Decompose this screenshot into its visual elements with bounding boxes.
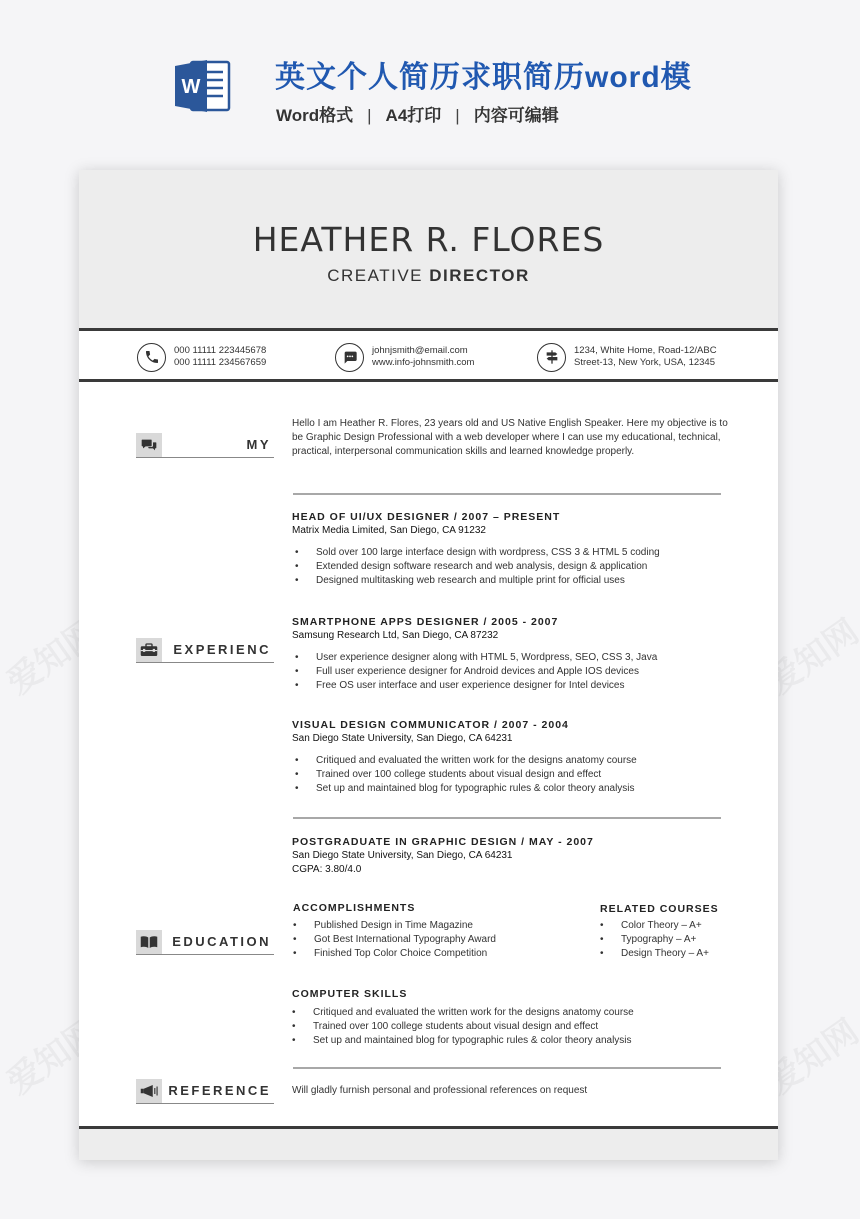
cgpa-line: CGPA: 3.80/4.0	[292, 864, 362, 875]
list-item: • Typography – A+	[597, 933, 709, 947]
list-item: • User experience designer along with HTML 5, Wordpress, SEO, CSS 3, Java	[292, 651, 657, 665]
list-item: • Full user experience designer for Android devices and Apple IOS devices	[292, 665, 657, 679]
section-title: REFERENCE	[168, 1083, 271, 1098]
email-line: johnjsmith@email.com	[372, 345, 468, 356]
objective-text: Hello I am Heather R. Flores, 23 years old and US Native English Speaker. Here my objective is to be Graphic Design Professional with a web developer where I can use my educational, technical, practical, interpersonal communication skills and learned knowledge properly.	[292, 418, 728, 457]
word-logo-icon	[173, 58, 231, 114]
job-company: Samsung Research Ltd, San Diego, CA 87232	[292, 630, 499, 641]
section-label-my	[136, 432, 274, 458]
list-item: • Critiqued and evaluated the written work for the designs anatomy course	[292, 754, 637, 768]
courses-title: RELATED COURSES	[600, 903, 719, 915]
section-title: MY	[246, 437, 271, 452]
website-line: www.info-johnsmith.com	[372, 357, 475, 368]
degree-title: POSTGRADUATE IN GRAPHIC DESIGN / MAY - 2007	[292, 836, 594, 848]
megaphone-icon	[136, 1079, 162, 1103]
section-title: EDUCATION	[172, 934, 271, 949]
resume-name: HEATHER R. FLORES	[252, 220, 605, 259]
job-company: San Diego State University, San Diego, CA 64231	[292, 733, 513, 744]
list-item: • Critiqued and evaluated the written work for the designs anatomy course	[289, 1006, 634, 1020]
job-bullets	[292, 546, 660, 588]
list-item: • Set up and maintained blog for typographic rules & color theory analysis	[289, 1034, 634, 1048]
list-item: • Free OS user interface and user experience designer for Intel devices	[292, 679, 657, 693]
resume-role	[79, 266, 778, 286]
banner-subtitle	[276, 101, 559, 126]
phone-line-2: 000 11111 234567659	[174, 357, 267, 368]
resume-header	[79, 170, 778, 328]
accomplishments-title: ACCOMPLISHMENTS	[293, 902, 416, 914]
book-icon	[136, 930, 162, 954]
list-item: • Color Theory – A+	[597, 919, 709, 933]
editable-label: 内容可编辑	[473, 106, 559, 125]
job-title: HEAD OF UI/UX DESIGNER / 2007 – PRESENT	[292, 511, 561, 523]
school-line: San Diego State University, San Diego, CA 64231	[292, 850, 513, 861]
list-item: • Designed multitasking web research and multiple print for official uses	[292, 574, 660, 588]
contact-email	[335, 342, 474, 372]
phone-icon	[137, 343, 166, 372]
divider	[293, 817, 721, 819]
address-line-1: 1234, White Home, Road-12/ABC	[574, 345, 717, 356]
resume-page	[79, 170, 778, 1160]
accomplishments-list	[290, 919, 496, 961]
divider	[293, 1067, 721, 1069]
skills-list	[289, 1006, 634, 1048]
job-title: SMARTPHONE APPS DESIGNER / 2005 - 2007	[292, 616, 559, 628]
separator: |	[455, 106, 460, 125]
contact-address	[537, 342, 717, 372]
skills-title: COMPUTER SKILLS	[292, 988, 408, 1000]
format-label: Word格式	[276, 106, 354, 125]
list-item: • Finished Top Color Choice Competition	[290, 947, 496, 961]
job-bullets	[292, 651, 657, 693]
phone-line-1: 000 11111 223445678	[174, 345, 267, 356]
contact-phone	[137, 342, 266, 372]
divider	[293, 493, 721, 495]
section-label-reference	[136, 1078, 274, 1104]
list-item: • Set up and maintained blog for typographic rules & color theory analysis	[292, 782, 637, 796]
banner-title: 英文个人简历求职简历word模	[275, 61, 692, 94]
job-company: Matrix Media Limited, San Diego, CA 91232	[292, 525, 486, 536]
list-item: • Trained over 100 college students about visual design and effect	[289, 1020, 634, 1034]
job-title: VISUAL DESIGN COMMUNICATOR / 2007 - 2004	[292, 719, 569, 731]
list-item: • Design Theory – A+	[597, 947, 709, 961]
role-light: CREATIVE	[327, 266, 424, 285]
address-line-2: Street-13, New York, USA, 12345	[574, 357, 715, 368]
reference-text: Will gladly furnish personal and professional references on request	[292, 1085, 588, 1096]
chat-bubbles-icon	[136, 433, 162, 457]
print-label: A4打印	[385, 106, 442, 125]
chat-icon	[335, 343, 364, 372]
signpost-icon	[537, 343, 566, 372]
section-title: EXPERIENC	[173, 642, 271, 657]
top-banner	[0, 0, 860, 160]
section-label-education	[136, 929, 274, 955]
list-item: • Published Design in Time Magazine	[290, 919, 496, 933]
word-logo-letter: W	[181, 76, 201, 98]
list-item: • Got Best International Typography Award	[290, 933, 496, 947]
list-item: • Extended design software research and web analysis, design & application	[292, 560, 660, 574]
list-item: • Sold over 100 large interface design with wordpress, CSS 3 & HTML 5 coding	[292, 546, 660, 560]
contact-bar	[79, 328, 778, 382]
role-bold: DIRECTOR	[429, 266, 530, 285]
job-bullets	[292, 754, 637, 796]
list-item: • Trained over 100 college students about visual design and effect	[292, 768, 637, 782]
separator: |	[367, 106, 372, 125]
courses-list	[597, 919, 709, 961]
resume-footer	[79, 1126, 778, 1160]
briefcase-icon	[136, 638, 162, 662]
section-label-experience	[136, 637, 274, 663]
